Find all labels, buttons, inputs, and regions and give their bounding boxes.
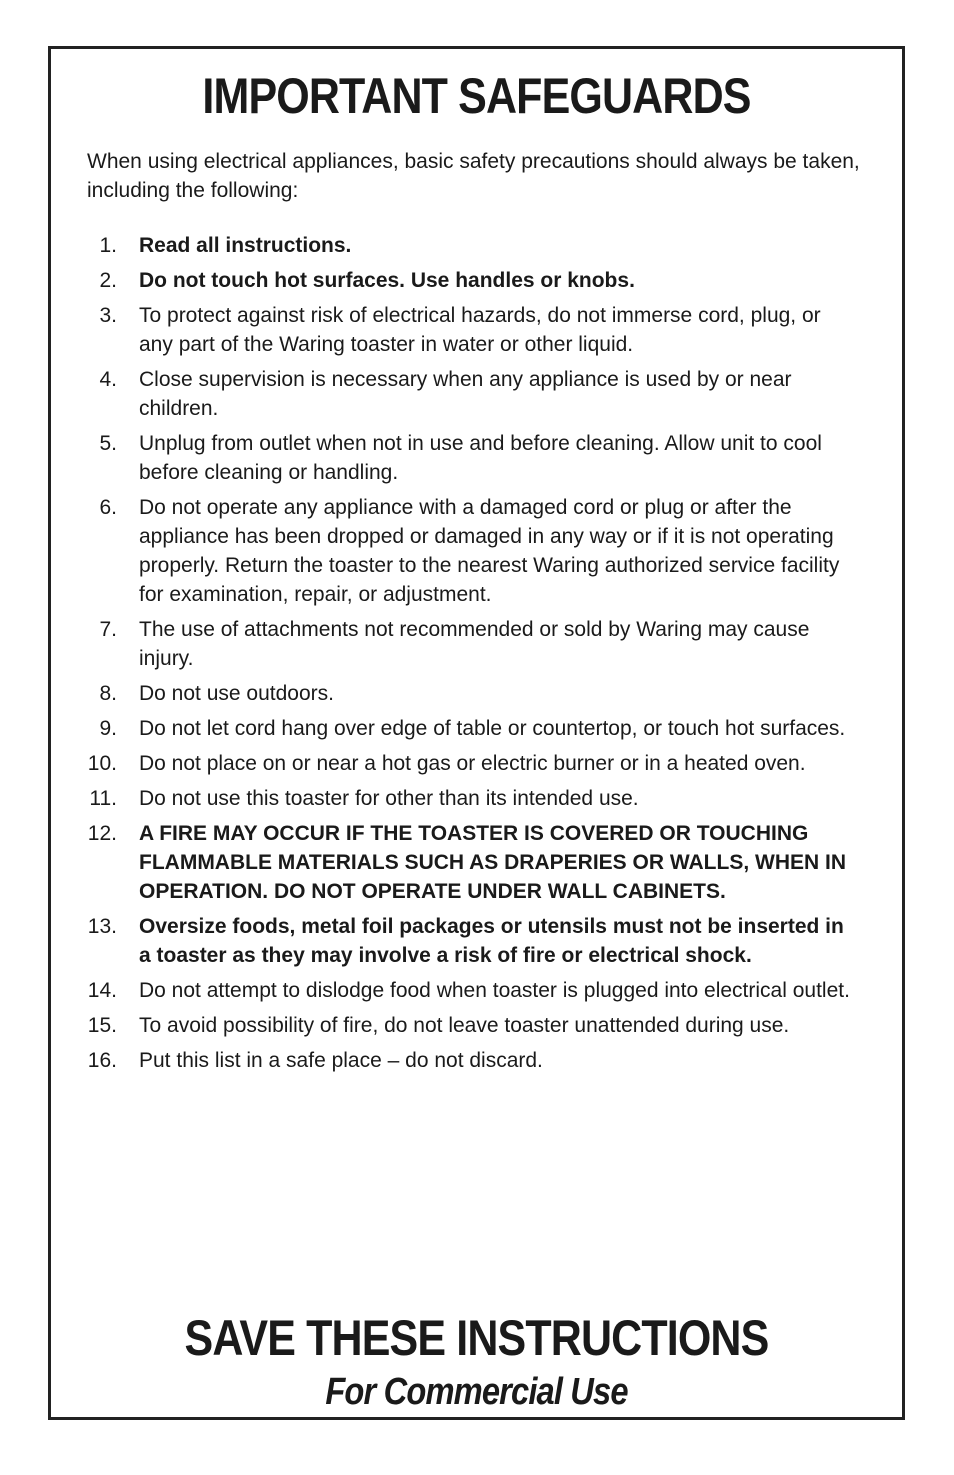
- list-item: [51, 615, 902, 673]
- safeguards-list: [51, 231, 902, 1081]
- list-item-text: Do not touch hot surfaces. Use handles or knobs.: [139, 269, 635, 292]
- list-item: [51, 231, 902, 260]
- list-item: [51, 749, 902, 778]
- list-item: [51, 714, 902, 743]
- list-item-number: 12.: [87, 822, 117, 845]
- list-item-number: 3.: [99, 304, 117, 327]
- list-item-number: 8.: [99, 682, 117, 705]
- list-item-number: 5.: [99, 432, 117, 455]
- intro-text: When using electrical appliances, basic safety precautions should always be taken, including the following:: [87, 150, 860, 202]
- list-item: [51, 365, 902, 423]
- list-item-number: 7.: [99, 618, 117, 641]
- list-item-text: Oversize foods, metal foil packages or utensils must not be inserted in a toaster as they may involve a risk of fire or electrical shock.: [139, 915, 844, 967]
- list-item: [51, 912, 902, 970]
- list-item-number: 16.: [87, 1049, 117, 1072]
- list-item-number: 6.: [99, 496, 117, 519]
- list-item: [51, 976, 902, 1005]
- list-item-number: 13.: [87, 915, 117, 938]
- commercial-use-subtitle: For Commercial Use: [325, 1371, 628, 1413]
- list-item-number: 14.: [87, 979, 117, 1002]
- list-item-text: Put this list in a safe place – do not discard.: [139, 1049, 543, 1072]
- list-item-text: Close supervision is necessary when any appliance is used by or near children.: [139, 368, 792, 420]
- list-item-number: 4.: [99, 368, 117, 391]
- list-item-text: Do not let cord hang over edge of table or countertop, or touch hot surfaces.: [139, 717, 846, 740]
- list-item-text: Do not attempt to dislodge food when toaster is plugged into electrical outlet.: [139, 979, 850, 1002]
- list-item-text: To avoid possibility of fire, do not leave toaster unattended during use.: [139, 1014, 790, 1037]
- page-frame: [48, 46, 905, 1420]
- list-item-text: Do not use outdoors.: [139, 682, 334, 705]
- list-item-text: Read all instructions.: [139, 234, 352, 257]
- list-item-number: 15.: [87, 1014, 117, 1037]
- list-item-text: To protect against risk of electrical hazards, do not immerse cord, plug, or any part of the Waring toaster in water or other liquid.: [139, 304, 821, 356]
- list-item: [51, 429, 902, 487]
- list-item-number: 11.: [89, 787, 117, 810]
- list-item-number: 10.: [87, 752, 117, 775]
- page-title: IMPORTANT SAFEGUARDS: [202, 68, 751, 124]
- list-item-text: The use of attachments not recommended or sold by Waring may cause injury.: [139, 618, 810, 670]
- list-item-text: Do not place on or near a hot gas or electric burner or in a heated oven.: [139, 752, 806, 775]
- list-item-number: 1.: [99, 234, 117, 257]
- list-item: [51, 301, 902, 359]
- list-item: [51, 1011, 902, 1040]
- list-item: [51, 1046, 902, 1075]
- list-item-text: Unplug from outlet when not in use and before cleaning. Allow unit to cool before cleaning or handling.: [139, 432, 822, 484]
- list-item: [51, 679, 902, 708]
- list-item: [51, 784, 902, 813]
- list-item-text: Do not use this toaster for other than its intended use.: [139, 787, 639, 810]
- list-item-text: Do not operate any appliance with a damaged cord or plug or after the appliance has been dropped or damaged in any way or if it is not operating properly. Return the toaster to the nearest Waring authorized service facility for examination, repair, or adjustment.: [139, 496, 840, 606]
- list-item-text: A FIRE MAY OCCUR IF THE TOASTER IS COVERED OR TOUCHING FLAMMABLE MATERIALS SUCH AS DRAPERIES OR WALLS, WHEN IN OPERATION. DO NOT OPERATE UNDER WALL CABINETS.: [139, 822, 846, 903]
- list-item-number: 9.: [99, 717, 117, 740]
- list-item: [51, 819, 902, 906]
- save-instructions-heading: SAVE THESE INSTRUCTIONS: [184, 1310, 769, 1366]
- list-item-number: 2.: [99, 269, 117, 292]
- list-item: [51, 266, 902, 295]
- list-item: [51, 493, 902, 609]
